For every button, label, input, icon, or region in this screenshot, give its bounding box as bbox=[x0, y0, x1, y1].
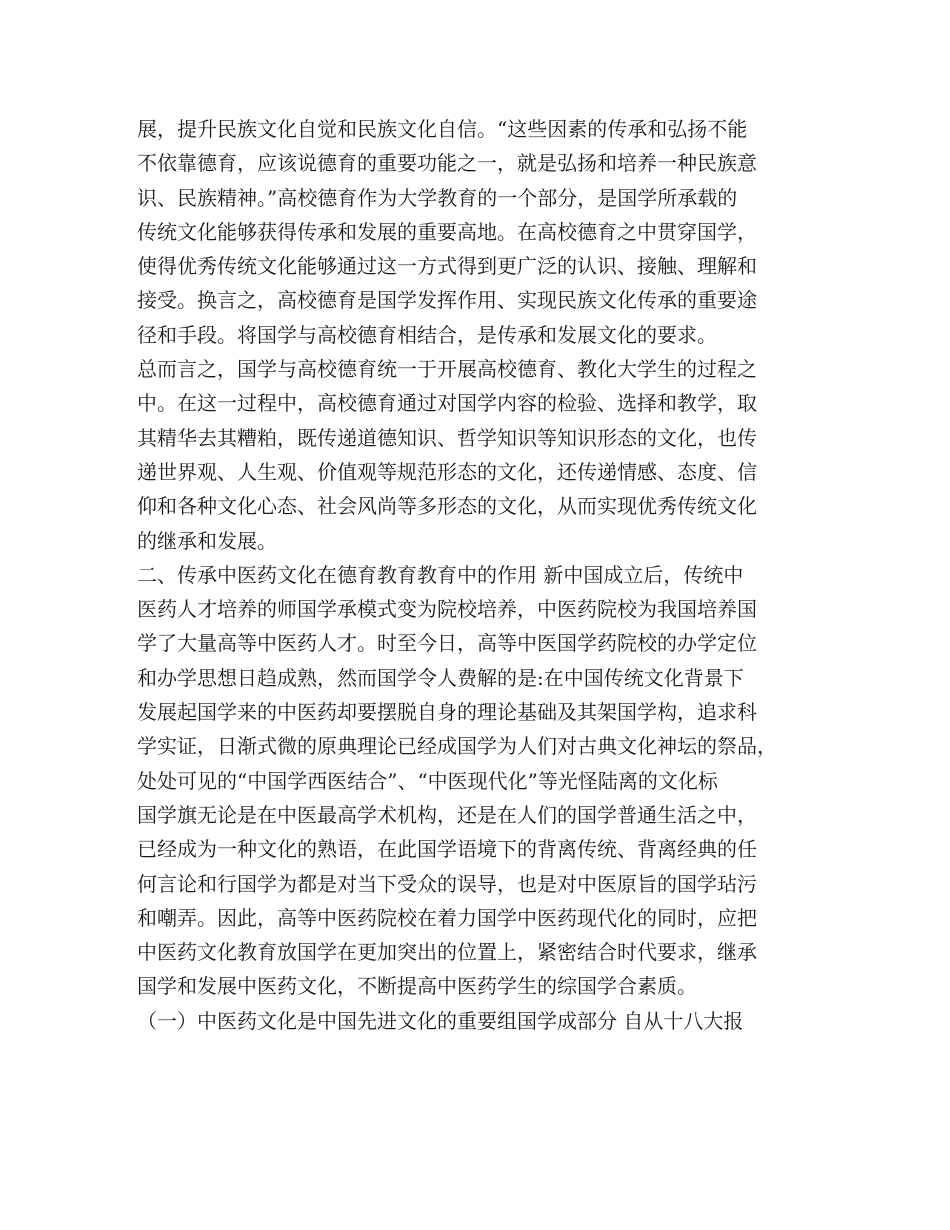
text-line: 其精华去其糟粕，既传递道德知识、哲学知识等知识形态的文化，也传 bbox=[137, 425, 757, 450]
text-line: 和嘲弄。因此，高等中医药院校在着力国学中医药现代化的同时，应把 bbox=[137, 905, 757, 930]
text-line: 学了大量高等中医药人才。时至今日，高等中医国学药院校的办学定位 bbox=[137, 631, 757, 656]
text-line: 递世界观、人生观、价值观等规范形态的文化，还传递情感、态度、信 bbox=[137, 459, 757, 484]
text-line: 径和手段。将国学与高校德育相结合，是传承和发展文化的要求。 bbox=[137, 322, 717, 347]
text-line: 识、民族精神。”高校德育作为大学教育的一个部分，是国学所承载的 bbox=[137, 185, 738, 210]
text-line: 已经成为一种文化的熟语，在此国学语境下的背离传统、背离经典的任 bbox=[137, 837, 757, 862]
text-line: 发展起国学来的中医药却要摆脱自身的理论基础及其架国学构，追求科 bbox=[137, 700, 757, 725]
text-line: 中医药文化教育放国学在更加突出的位置上，紧密结合时代要求，继承 bbox=[137, 940, 757, 965]
text-line: 国学和发展中医药文化，不断提高中医药学生的综国学合素质。 bbox=[137, 974, 697, 999]
text-line: 仰和各种文化心态、社会风尚等多形态的文化，从而实现优秀传统文化 bbox=[137, 494, 757, 519]
text-line: 的继承和发展。 bbox=[137, 528, 277, 553]
text-line: 二、传承中医药文化在德育教育教育中的作用 新中国成立后，传统中 bbox=[137, 562, 744, 587]
text-line: 展，提升民族文化自觉和民族文化自信。“这些因素的传承和弘扬不能 bbox=[137, 117, 748, 141]
body-text bbox=[137, 112, 837, 1038]
text-line: 不依靠德育，应该说德育的重要功能之一，就是弘扬和培养一种民族意 bbox=[137, 151, 757, 176]
text-line: （一）中医药文化是中国先进文化的重要组国学成部分 自从十八大报 bbox=[137, 1008, 744, 1033]
text-line: 中。在这一过程中，高校德育通过对国学内容的检验、选择和教学，取 bbox=[137, 391, 757, 416]
text-line: 何言论和行国学为都是对当下受众的误导，也是对中医原旨的国学玷污 bbox=[137, 871, 757, 896]
text-line: 处处可见的“中国学西医结合”、“中医现代化”等光怪陆离的文化标 bbox=[137, 768, 718, 793]
text-line: 国学旗无论是在中医最高学术机构，还是在人们的国学普通生活之中， bbox=[137, 802, 757, 827]
text-line: 医药人才培养的师国学承模式变为院校培养，中医药院校为我国培养国 bbox=[137, 597, 757, 622]
text-line: 总而言之，国学与高校德育统一于开展高校德育、教化大学生的过程之 bbox=[137, 357, 757, 382]
text-line: 接受。换言之，高校德育是国学发挥作用、实现民族文化传承的重要途 bbox=[137, 288, 757, 313]
text-line: 传统文化能够获得传承和发展的重要高地。在高校德育之中贯穿国学， bbox=[137, 219, 757, 244]
text-line: 和办学思想日趋成熟，然而国学令人费解的是:在中国传统文化背景下 bbox=[137, 665, 744, 690]
text-line: 学实证，日渐式微的原典理论已经成国学为人们对古典文化神坛的祭品， bbox=[137, 734, 777, 759]
text-line: 使得优秀传统文化能够通过这一方式得到更广泛的认识、接触、理解和 bbox=[137, 254, 757, 279]
